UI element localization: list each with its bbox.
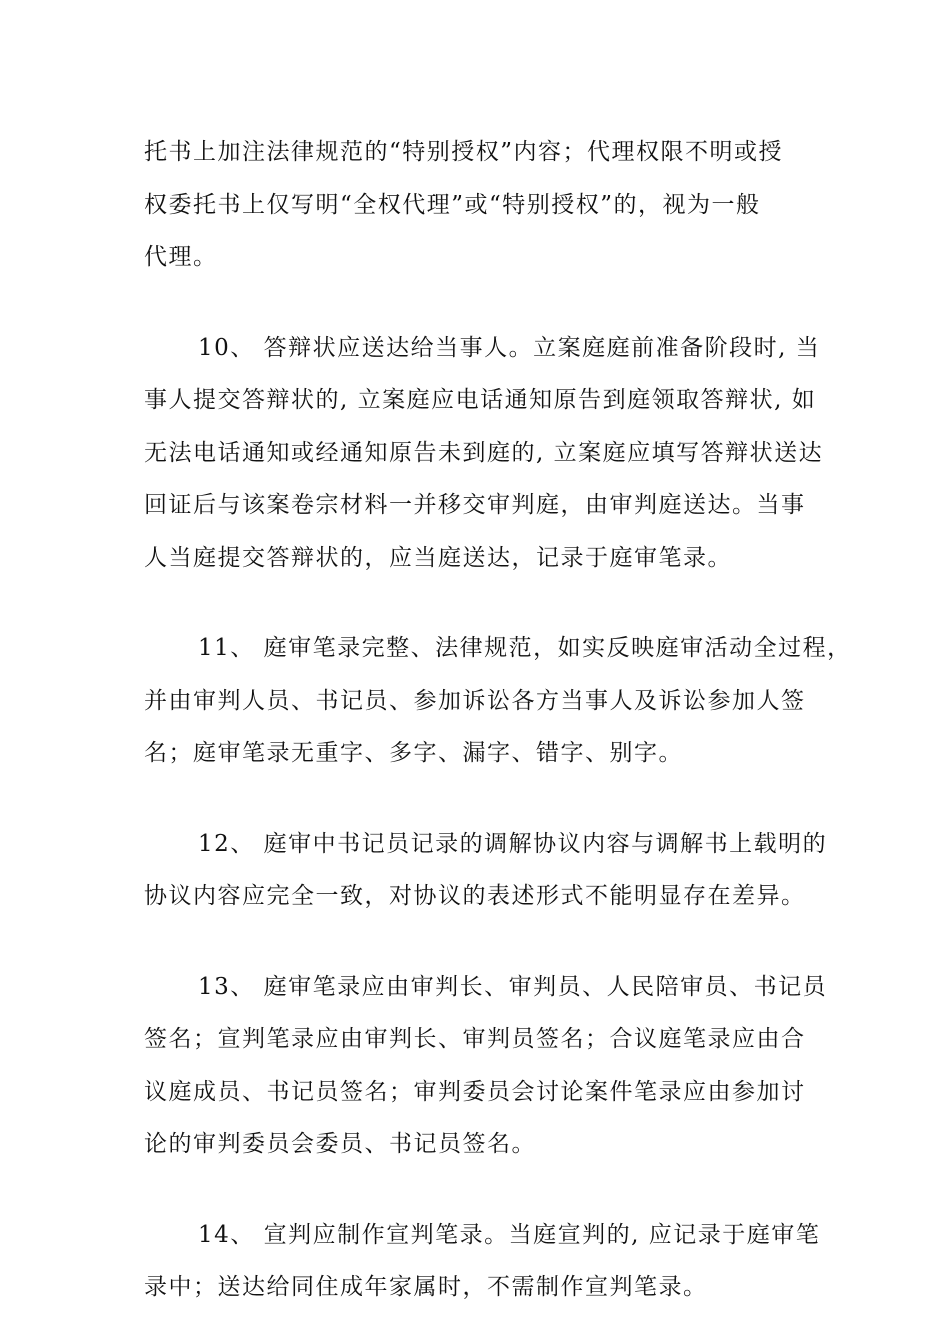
paragraph-item-13 [144, 961, 828, 1171]
text-line: 10、 答辩状应送达给当事人。立案庭庭前准备阶段时, 当 [198, 334, 821, 361]
text-line: 权委托书上仅写明“全权代理”或“特别授权”的，视为一般 [144, 191, 761, 218]
paragraph-item-10 [144, 322, 824, 585]
text-line: 14、 宣判应制作宣判笔录。当庭宣判的, 应记录于庭审笔 [198, 1221, 821, 1248]
text-line: 论的审判委员会委员、书记员签名。 [144, 1131, 536, 1157]
text-line: 回证后与该案卷宗材料一并移交审判庭，由审判庭送达。当事 [144, 492, 806, 518]
paragraph-continuation [144, 126, 812, 284]
text-line: 12、 庭审中书记员记录的调解协议内容与调解书上载明的 [198, 830, 828, 857]
document-body [144, 126, 852, 1314]
text-line: 事人提交答辩状的, 立案庭应电话通知原告到庭领取答辩状, 如 [144, 387, 817, 413]
text-line: 11、 庭审笔录完整、法律规范，如实反映庭审活动全过程， [198, 635, 852, 661]
paragraph-item-11 [144, 622, 852, 780]
text-line: 协议内容应完全一致，对协议的表述形式不能明显存在差异。 [144, 883, 806, 909]
text-line: 代理。 [144, 244, 218, 270]
paragraph-item-14 [144, 1209, 821, 1314]
text-line: 录中；送达给同住成年家属时，不需制作宣判笔录。 [144, 1274, 708, 1300]
text-line: 签名；宣判笔录应由审判长、审判员签名；合议庭笔录应由合 [144, 1026, 806, 1052]
text-line: 托书上加注法律规范的“特别授权”内容；代理权限不明或授 [144, 139, 784, 165]
text-line: 13、 庭审笔录应由审判长、审判员、人民陪审员、书记员 [198, 973, 828, 1000]
text-line: 并由审判人员、书记员、参加诉讼各方当事人及诉讼参加人签 [144, 687, 806, 714]
text-line: 议庭成员、书记员签名；审判委员会讨论案件笔录应由参加讨 [144, 1078, 806, 1105]
text-line: 人当庭提交答辩状的，应当庭送达，记录于庭审笔录。 [144, 544, 732, 571]
text-line: 无法电话通知或经通知原告未到庭的, 立案庭应填写答辩状送达 [144, 439, 824, 466]
paragraph-item-12 [144, 818, 828, 923]
text-line: 名；庭审笔录无重字、多字、漏字、错字、别字。 [144, 740, 683, 766]
